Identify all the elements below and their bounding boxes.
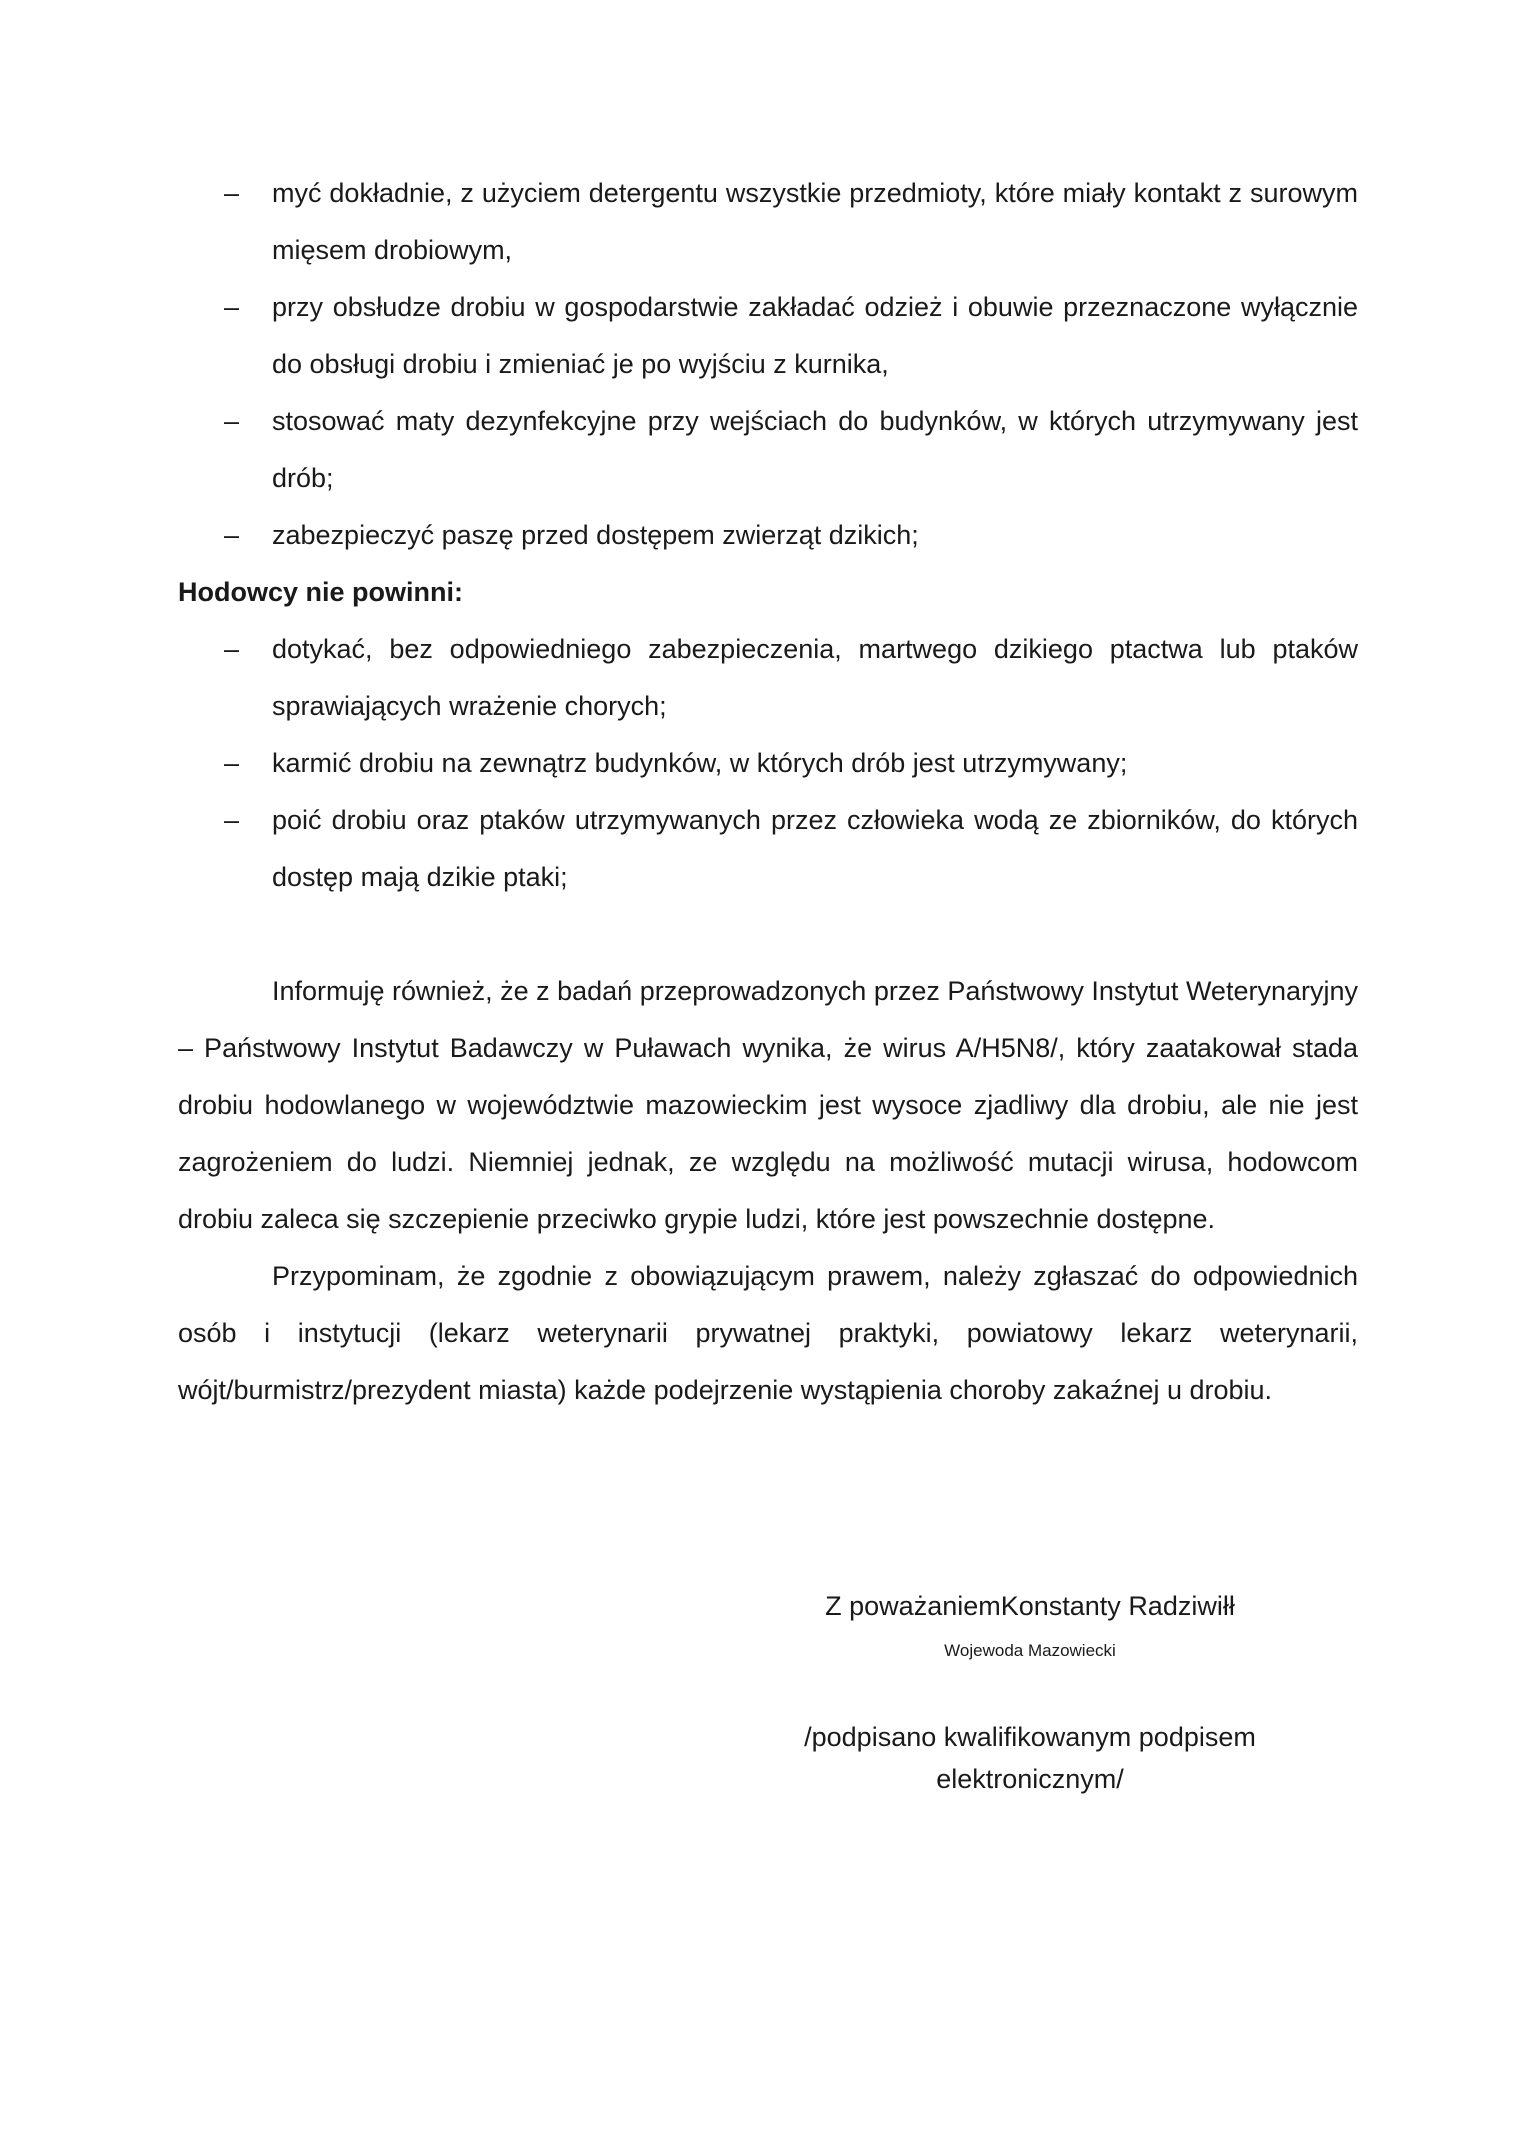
list-item-text: dotykać, bez odpowiedniego zabezpieczenia, martwego dzikiego ptactwa lub ptaków sprawiających wrażenie chorych; [272,634,1358,721]
paragraph-virus-info: Informuję również, że z badań przeprowadzonych przez Państwowy Instytut Weterynaryjny – Państwowy Instytut Badawczy w Puławach wynika, że wirus A/H5N8/, który zaatakował stada drobiu hodowlanego w województwie mazowieckim jest wysoce zjadliwy dla drobiu, ale nie jest zagrożeniem do ludzi. Niemniej jednak, ze względu na możliwość mutacji wirusa, hodowcom drobiu zaleca się szczepienie przeciwko grypie ludzi, które jest powszechnie dostępne. [178,976,1358,1234]
signature-note [760,1716,1300,1800]
list-item [178,393,1358,507]
dash-bullet: – [224,520,240,550]
recommendations-list [178,165,1358,564]
dash-bullet: – [224,406,240,436]
signature-note-line: elektronicznym/ [936,1764,1124,1794]
list-item-text: stosować maty dezynfekcyjne przy wejściach do budynków, w których utrzymywany jest drób; [272,406,1358,493]
list-item [178,621,1358,735]
dash-bullet: – [224,178,240,208]
paragraph-spacer [178,906,1358,963]
list-item-text: myć dokładnie, z użyciem detergentu wszystkie przedmioty, które miały kontakt z surowym mięsem drobiowym, [272,178,1358,265]
list-item [178,165,1358,279]
section-heading: Hodowcy nie powinni: [178,577,463,607]
dash-bullet: – [224,748,240,778]
list-item-text: poić drobiu oraz ptaków utrzymywanych przez człowieka wodą ze zbiorników, do których dostęp mają dzikie ptaki; [272,805,1358,892]
list-item [178,735,1358,792]
dash-bullet: – [224,634,240,664]
prohibitions-list [178,621,1358,906]
list-item [178,279,1358,393]
dash-bullet: – [224,805,240,835]
list-item [178,792,1358,906]
list-item-text: przy obsłudze drobiu w gospodarstwie zakładać odzież i obuwie przeznaczone wyłącznie do obsługi drobiu i zmieniać je po wyjściu z kurnika, [272,292,1358,379]
list-item-text: zabezpieczyć paszę przed dostępem zwierząt dzikich; [272,520,919,550]
list-item [178,507,1358,564]
signature-note-line: /podpisano kwalifikowanym podpisem [804,1722,1256,1752]
signature-closing: Z poważaniemKonstanty Radziwiłł [825,1591,1235,1621]
dash-bullet: – [224,292,240,322]
paragraph-reporting-reminder: Przypominam, że zgodnie z obowiązującym prawem, należy zgłaszać do odpowiednich osób i instytucji (lekarz weterynarii prywatnej praktyki, powiatowy lekarz weterynarii, wójt/burmistrz/prezydent miasta) każde podejrzenie wystąpienia choroby zakaźnej u drobiu. [178,1261,1358,1405]
signature-block [760,1586,1300,1800]
signature-role: Wojewoda Mazowiecki [944,1641,1116,1660]
document-body [178,165,1358,1419]
list-item-text: karmić drobiu na zewnątrz budynków, w których drób jest utrzymywany; [272,748,1128,778]
